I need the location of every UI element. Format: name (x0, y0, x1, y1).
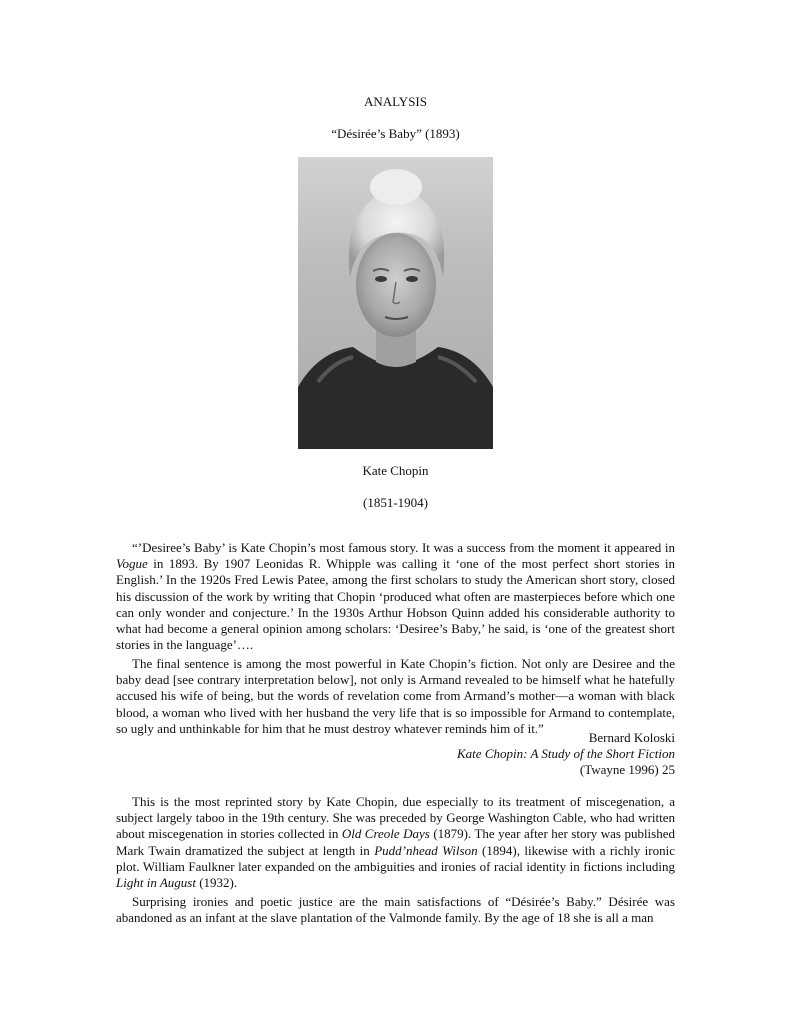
citation-author: Bernard Koloski (588, 730, 675, 745)
portrait-caption-name: Kate Chopin (362, 463, 429, 478)
citation-work-title: Kate Chopin: A Study of the Short Fiction (457, 746, 675, 761)
book-title: Pudd’nhead Wilson (374, 842, 478, 858)
magazine-title: Vogue (116, 556, 148, 572)
quote-paragraph-2 (116, 656, 675, 737)
body-text: Surprising ironies and poetic justice are the main satisfactions of “Désirée’s Baby.” Désirée was abandoned as an infant at the slave plantation of the Valmonde family. By the age of 18 she is all a man (116, 894, 675, 926)
portrait-caption-dates: (1851-1904) (363, 495, 428, 510)
kate-chopin-portrait-icon (298, 157, 493, 449)
book-title: Light in August (116, 875, 196, 891)
document-title: ANALYSIS (364, 94, 427, 109)
body-text: (1932). (195, 875, 238, 891)
citation-work (116, 746, 675, 762)
body-paragraph-1 (116, 794, 675, 891)
book-title: Old Creole Days (341, 826, 430, 842)
body-text: This is the most reprinted story by Kate Chopin, due especially to its treatment of miscegenation, a subject largely taboo in the 19th century. She was preceded by George Washington Cable, who had written about miscegenation in stories collected in (116, 794, 675, 842)
quote-paragraph-1 (116, 540, 675, 653)
document-subtitle: “Désirée’s Baby” (1893) (331, 126, 460, 141)
citation-publisher: (Twayne 1996) 25 (579, 762, 675, 777)
quote-text: in 1893. By 1907 Leonidas R. Whipple was calling it ‘one of the most perfect short stories in English.’ In the 1920s Fred Lewis Patee, among the first scholars to study the American short story, closed his discussion of the work by writing that Chopin ‘produced what often are masterpieces before which one can only wonder and conjecture.’ In the 1930s Arthur Hobson Quinn added his considerable authority to what had become a general opinion among scholars: ‘Desiree’s Baby,’ he said, is ‘one of the greatest short stories in the language’…. (116, 556, 675, 653)
body-paragraph-2 (116, 894, 675, 926)
quote-text: “’Desiree’s Baby’ is Kate Chopin’s most famous story. It was a success from the moment it appeared in (132, 540, 675, 555)
quote-text: The final sentence is among the most powerful in Kate Chopin’s fiction. Not only are Desiree and the baby dead [see contrary interpretation below], not only is Armand revealed to be himself what he hatefully accused his wife of being, but the words of revelation come from Armand’s mother—a woman with black blood, a woman who lived with her husband the very life that is so impossible for Armand to contemplate, so ugly and unthinkable for him that he must destroy whatever reminds him of it.” (116, 656, 675, 736)
body-text: (1894), likewise with a richly ironic plot. William Faulkner later expanded on the ambiguities and ironies of racial identity in fictions including (116, 842, 676, 874)
body-text: (1879). The year after her story was published Mark Twain dramatized the subject at length in (116, 826, 675, 858)
